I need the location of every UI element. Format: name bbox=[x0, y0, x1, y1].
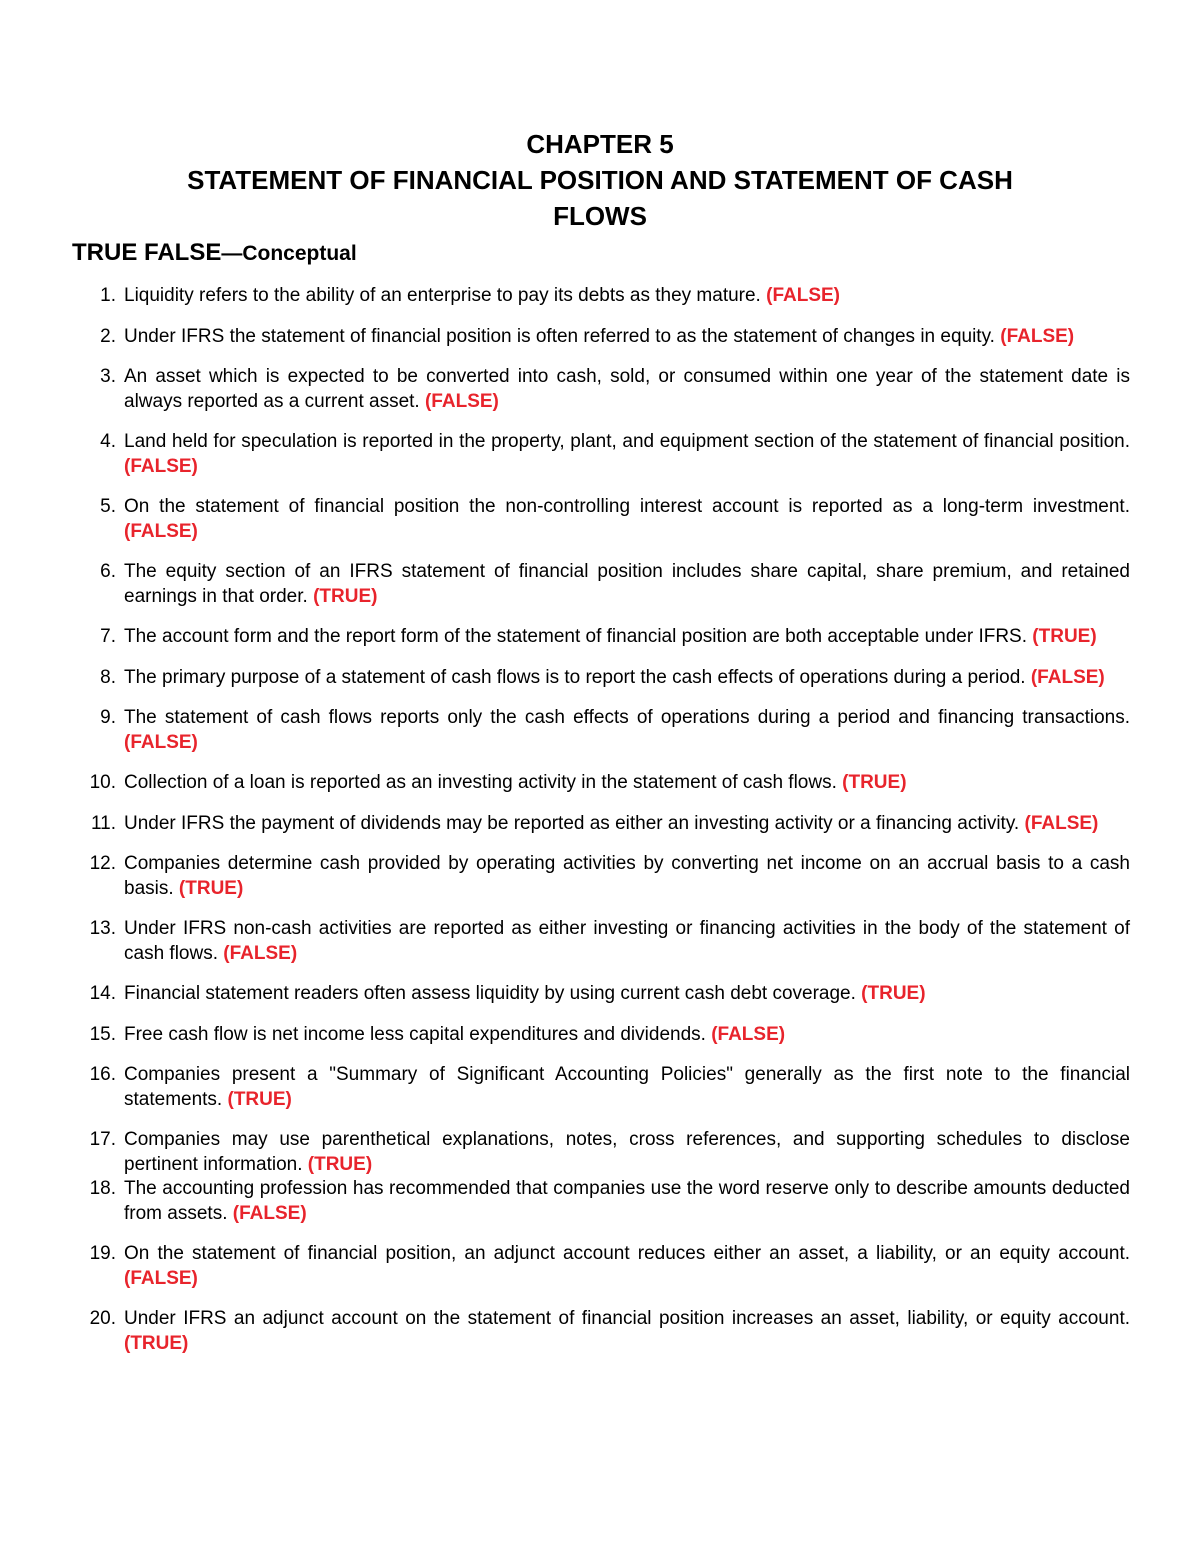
question-number: 17. bbox=[89, 1129, 116, 1150]
question-number: 19. bbox=[89, 1243, 116, 1264]
answer-label: (FALSE) bbox=[711, 1023, 786, 1045]
question-text: The primary purpose of a statement of cash flows is to report the cash effects of operations during a period. bbox=[124, 666, 1026, 688]
question-number: 15. bbox=[89, 1023, 116, 1045]
question-number: 14. bbox=[89, 983, 116, 1004]
question-item bbox=[0, 325, 1130, 350]
question-item bbox=[0, 852, 1130, 901]
answer-label: (TRUE) bbox=[227, 1088, 292, 1110]
answer-label: (FALSE) bbox=[232, 1202, 307, 1224]
question-number: 5. bbox=[100, 496, 116, 517]
question-item bbox=[0, 1023, 1130, 1048]
title-line: STATEMENT OF FINANCIAL POSITION AND STATEMENT OF CASH bbox=[187, 165, 1013, 195]
question-number: 8. bbox=[100, 666, 116, 688]
question-text: Under IFRS the payment of dividends may be reported as either an investing activity or a financing activity. bbox=[124, 812, 1020, 834]
question-text: Free cash flow is net income less capital expenditures and dividends. bbox=[124, 1023, 706, 1045]
question-text: The accounting profession has recommended that companies use the word reserve only to describe amounts deducted from assets. bbox=[124, 1178, 1130, 1224]
question-item bbox=[0, 284, 1130, 309]
answer-label: (FALSE) bbox=[424, 390, 499, 412]
title-line: FLOWS bbox=[553, 201, 647, 231]
answer-label: (FALSE) bbox=[124, 731, 198, 753]
section-heading-main: TRUE FALSE bbox=[72, 239, 222, 266]
question-item bbox=[0, 365, 1130, 414]
answer-label: (FALSE) bbox=[124, 455, 198, 477]
question-number: 2. bbox=[100, 325, 116, 347]
title-line: CHAPTER 5 bbox=[526, 129, 674, 159]
question-text: Companies determine cash provided by operating activities by converting net income on an accrual basis to a cash basis. bbox=[124, 853, 1130, 899]
question-number: 1. bbox=[100, 285, 116, 306]
question-text: The statement of cash flows reports only the cash effects of operations during a period and financing transactions. bbox=[124, 707, 1130, 728]
answer-label: (FALSE) bbox=[1000, 325, 1075, 347]
question-number: 16. bbox=[89, 1064, 116, 1085]
question-item bbox=[0, 560, 1130, 609]
question-number: 20. bbox=[89, 1308, 116, 1329]
question-text: Liquidity refers to the ability of an enterprise to pay its debts as they mature. bbox=[124, 285, 761, 306]
question-list bbox=[0, 284, 1200, 1356]
question-item bbox=[0, 430, 1130, 479]
answer-label: (TRUE) bbox=[124, 1332, 189, 1354]
question-item bbox=[0, 706, 1130, 755]
question-text: Collection of a loan is reported as an investing activity in the statement of cash flows. bbox=[124, 772, 837, 793]
question-number: 12. bbox=[89, 853, 116, 874]
question-number: 18. bbox=[89, 1178, 116, 1199]
question-item bbox=[0, 1307, 1130, 1356]
question-text: The equity section of an IFRS statement of financial position includes share capital, share premium, and retained earnings in that order. bbox=[124, 561, 1130, 607]
chapter-title bbox=[70, 126, 1130, 234]
question-number: 9. bbox=[100, 707, 116, 728]
question-item bbox=[0, 625, 1130, 650]
question-number: 10. bbox=[89, 772, 116, 793]
question-item bbox=[0, 495, 1130, 544]
answer-label: (FALSE) bbox=[766, 285, 841, 306]
question-text: On the statement of financial position, an adjunct account reduces either an asset, a liability, or an equity account. bbox=[124, 1243, 1130, 1264]
question-text: On the statement of financial position the non-controlling interest account is reported as a long-term investment. bbox=[124, 496, 1130, 517]
question-text: Financial statement readers often assess liquidity by using current cash debt coverage. bbox=[124, 983, 856, 1004]
answer-label: (TRUE) bbox=[313, 585, 378, 607]
question-item bbox=[0, 666, 1130, 691]
question-item bbox=[0, 982, 1130, 1007]
question-text: Land held for speculation is reported in the property, plant, and equipment section of the statement of financial position. bbox=[124, 431, 1130, 452]
question-item bbox=[0, 771, 1130, 796]
question-item bbox=[0, 812, 1130, 837]
question-number: 13. bbox=[89, 918, 116, 939]
question-number: 6. bbox=[100, 561, 116, 582]
answer-label: (FALSE) bbox=[1030, 666, 1105, 688]
answer-label: (TRUE) bbox=[1032, 626, 1097, 647]
answer-label: (FALSE) bbox=[223, 942, 298, 964]
question-text: Companies present a "Summary of Significant Accounting Policies" generally as the first note to the financial statements. bbox=[124, 1064, 1130, 1110]
question-item bbox=[0, 1128, 1130, 1177]
answer-label: (TRUE) bbox=[842, 772, 907, 793]
answer-label: (TRUE) bbox=[178, 877, 244, 899]
question-number: 3. bbox=[100, 366, 116, 387]
question-item bbox=[0, 1177, 1130, 1226]
question-text: An asset which is expected to be converted into cash, sold, or consumed within one year of the statement date is always reported as a current asset. bbox=[124, 366, 1130, 412]
question-number: 4. bbox=[100, 431, 116, 452]
question-text: Under IFRS non-cash activities are reported as either investing or financing activities in the body of the statement of cash flows. bbox=[124, 918, 1130, 964]
answer-label: (TRUE) bbox=[861, 983, 926, 1004]
question-text: Under IFRS an adjunct account on the statement of financial position increases an asset, liability, or equity account. bbox=[124, 1308, 1130, 1329]
question-text: The account form and the report form of the statement of financial position are both acceptable under IFRS. bbox=[124, 626, 1028, 647]
section-heading-sub: —Conceptual bbox=[221, 242, 357, 265]
question-item bbox=[0, 1063, 1130, 1112]
question-text: Companies may use parenthetical explanations, notes, cross references, and supporting schedules to disclose pertinent information. bbox=[124, 1129, 1130, 1175]
question-item bbox=[0, 917, 1130, 966]
answer-label: (TRUE) bbox=[307, 1153, 373, 1175]
answer-label: (FALSE) bbox=[124, 520, 198, 542]
question-text: Under IFRS the statement of financial position is often referred to as the statement of changes in equity. bbox=[124, 325, 995, 347]
question-item bbox=[0, 1242, 1130, 1291]
section-heading bbox=[72, 238, 357, 269]
question-number: 11. bbox=[90, 812, 116, 834]
question-number: 7. bbox=[100, 626, 116, 647]
answer-label: (FALSE) bbox=[124, 1267, 198, 1289]
answer-label: (FALSE) bbox=[1024, 812, 1099, 834]
